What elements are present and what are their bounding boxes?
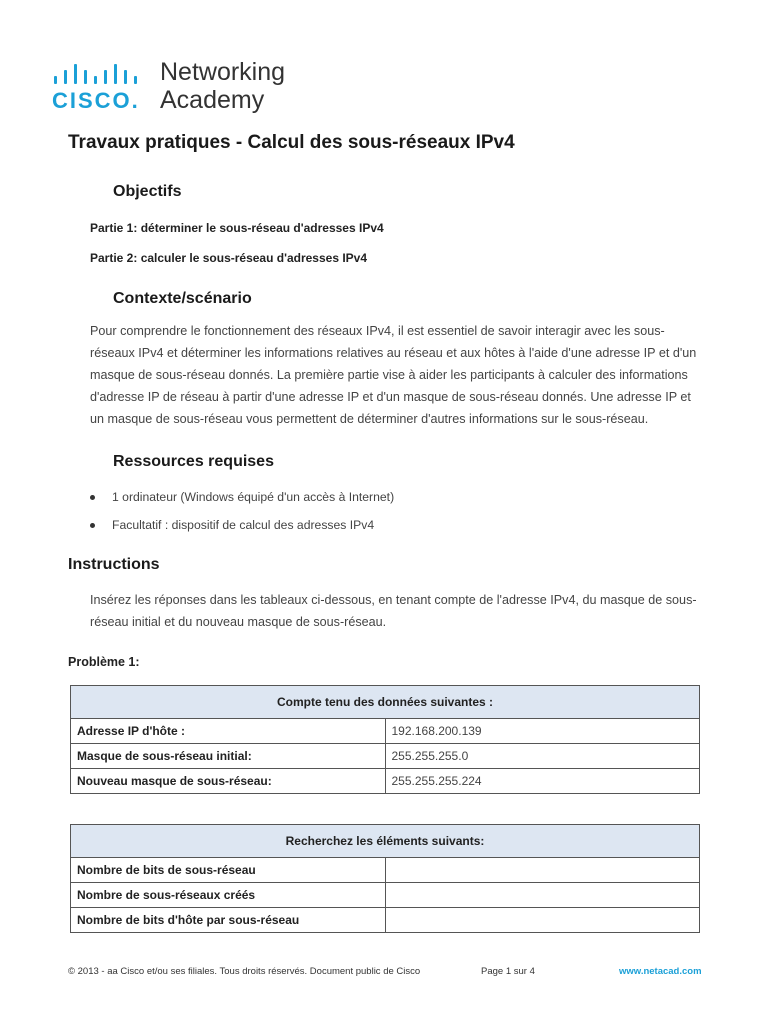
answer-cell[interactable]: [385, 883, 700, 908]
resources-heading: Ressources requises: [113, 453, 274, 470]
row-value: 255.255.255.0: [385, 744, 700, 769]
context-heading: Contexte/scénario: [113, 290, 252, 307]
resource-item-text: 1 ordinateur (Windows équipé d'un accès à Internet): [112, 490, 395, 504]
find-elements-table: [70, 824, 700, 933]
bullet-icon: [90, 495, 95, 500]
row-label: Masque de sous-réseau initial:: [71, 744, 386, 769]
row-label: Nombre de bits de sous-réseau: [71, 858, 386, 883]
cisco-bars-icon: [54, 62, 144, 84]
bullet-icon: [90, 523, 95, 528]
answer-cell[interactable]: [385, 908, 700, 933]
problem-1-label: Problème 1:: [68, 655, 140, 669]
context-line: réseaux IPv4 et déterminer les informations relatives au réseau et aux hôtes à l'aide d'une adresse IP et d'un: [90, 346, 697, 360]
instructions-paragraph: [90, 589, 700, 633]
objective-part-2: Partie 2: calculer le sous-réseau d'adresses IPv4: [90, 251, 368, 265]
page-title: Travaux pratiques - Calcul des sous-réseaux IPv4: [68, 132, 515, 153]
find-table-header: Recherchez les éléments suivants:: [71, 825, 700, 858]
table-row: [71, 858, 700, 883]
row-label: Adresse IP d'hôte :: [71, 719, 386, 744]
context-line: d'adresse IP de réseau à partir d'une adresse IP et d'un masque de sous-réseau donnés. Une adresse IP et: [90, 390, 691, 404]
academy-line-2: Academy: [160, 86, 265, 114]
academy-wordmark: [160, 58, 285, 114]
answer-cell[interactable]: [385, 858, 700, 883]
cisco-networking-academy-logo: [52, 58, 312, 116]
row-value: 192.168.200.139: [385, 719, 700, 744]
table-row: [71, 908, 700, 933]
footer-page-number: Page 1 sur 4: [481, 966, 535, 977]
given-data-table: [70, 685, 700, 794]
objective-part-1: Partie 1: déterminer le sous-réseau d'adresses IPv4: [90, 221, 384, 235]
context-line: masque de sous-réseau donnés. La première partie vise à aider les participants à calculer des informations: [90, 368, 688, 382]
cisco-wordmark: CISCO.: [52, 88, 140, 113]
footer-site-link[interactable]: www.netacad.com: [619, 966, 702, 977]
row-label: Nombre de sous-réseaux créés: [71, 883, 386, 908]
table-row: [71, 883, 700, 908]
instructions-heading: Instructions: [68, 556, 160, 573]
academy-line-1: Networking: [160, 58, 286, 86]
context-line: un masque de sous-réseau vous permettent de déterminer d'autres informations sur le sous-réseau.: [90, 412, 649, 426]
row-value: 255.255.255.224: [385, 769, 700, 794]
given-table-header: Compte tenu des données suivantes :: [71, 686, 700, 719]
table-row: [71, 719, 700, 744]
footer-copyright: © 2013 - aa Cisco et/ou ses filiales. Tous droits réservés. Document public de Cisco: [68, 966, 421, 977]
context-line: Pour comprendre le fonctionnement des réseaux IPv4, il est essentiel de savoir interagir avec les sous-: [90, 324, 665, 338]
context-paragraph: [90, 320, 700, 430]
instructions-line: réseau initial et du nouveau masque de sous-réseau.: [90, 615, 387, 629]
row-label: Nombre de bits d'hôte par sous-réseau: [71, 908, 386, 933]
resource-item-text: Facultatif : dispositif de calcul des adresses IPv4: [112, 518, 375, 532]
row-label: Nouveau masque de sous-réseau:: [71, 769, 386, 794]
table-row: [71, 744, 700, 769]
table-row: [71, 769, 700, 794]
objectives-heading: Objectifs: [113, 183, 182, 200]
instructions-line: Insérez les réponses dans les tableaux ci-dessous, en tenant compte de l'adresse IPv4, du masque de sous-: [90, 593, 697, 607]
